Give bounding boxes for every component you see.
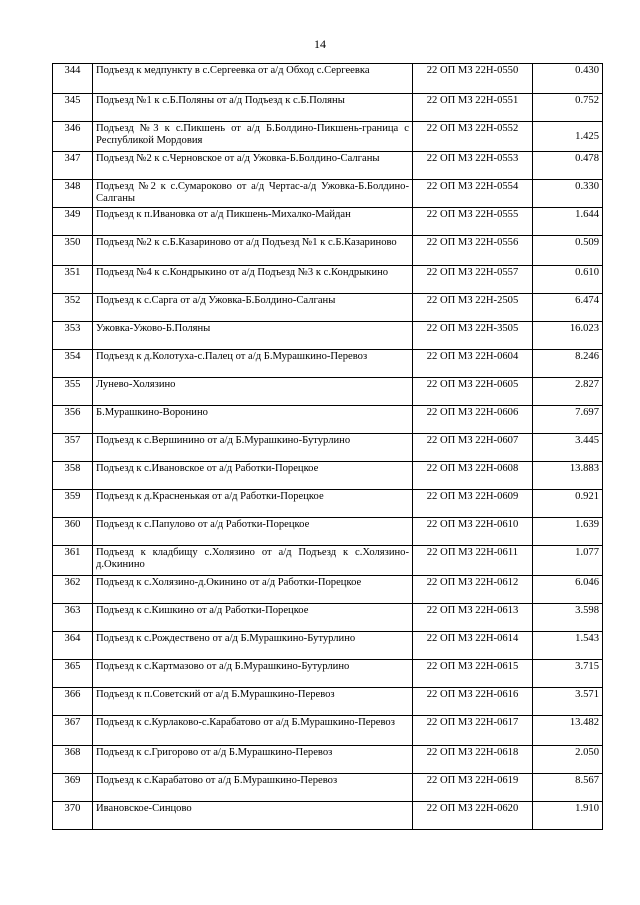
table-row xyxy=(53,434,603,462)
row-number: 347 xyxy=(53,152,93,180)
road-length: 7.697 xyxy=(533,406,603,434)
road-name: Подъезд к с.Сарга от а/д Ужовка-Б.Болдино-Салганы xyxy=(93,294,413,322)
road-name: Подъезд к медпункту в с.Сергеевка от а/д Обход с.Сергеевка xyxy=(93,64,413,94)
row-number: 369 xyxy=(53,774,93,802)
table-row xyxy=(53,294,603,322)
road-length: 0.921 xyxy=(533,490,603,518)
row-number: 354 xyxy=(53,350,93,378)
road-code: 22 ОП МЗ 22Н-0611 xyxy=(413,546,533,576)
road-length: 2.827 xyxy=(533,378,603,406)
road-length: 1.639 xyxy=(533,518,603,546)
road-name: Подъезд №3 к с.Пикшень от а/д Б.Болдино-Пикшень-граница с Республикой Мордовия xyxy=(93,122,413,152)
road-length: 0.610 xyxy=(533,266,603,294)
row-number: 366 xyxy=(53,688,93,716)
road-name: Подъезд к с.Курлаково-с.Карабатово от а/д Б.Мурашкино-Перевоз xyxy=(93,716,413,746)
table-row xyxy=(53,688,603,716)
road-code: 22 ОП МЗ 22Н-0616 xyxy=(413,688,533,716)
road-name: Подъезд к с.Григорово от а/д Б.Мурашкино-Перевоз xyxy=(93,746,413,774)
road-code: 22 ОП МЗ 22Н-0604 xyxy=(413,350,533,378)
row-number: 352 xyxy=(53,294,93,322)
road-name: Подъезд к п.Советский от а/д Б.Мурашкино-Перевоз xyxy=(93,688,413,716)
row-number: 345 xyxy=(53,94,93,122)
table-row xyxy=(53,236,603,266)
road-code: 22 ОП МЗ 22Н-0553 xyxy=(413,152,533,180)
road-code: 22 ОП МЗ 22Н-0606 xyxy=(413,406,533,434)
road-name: Подъезд к с.Карабатово от а/д Б.Мурашкино-Перевоз xyxy=(93,774,413,802)
table-row xyxy=(53,576,603,604)
row-number: 364 xyxy=(53,632,93,660)
road-length: 0.430 xyxy=(533,64,603,94)
roads-table-body xyxy=(53,64,603,830)
table-row xyxy=(53,462,603,490)
row-number: 368 xyxy=(53,746,93,774)
table-row xyxy=(53,604,603,632)
road-length: 3.715 xyxy=(533,660,603,688)
row-number: 370 xyxy=(53,802,93,830)
road-name: Ужовка-Ужово-Б.Поляны xyxy=(93,322,413,350)
road-name: Подъезд к п.Ивановка от а/д Пикшень-Михалко-Майдан xyxy=(93,208,413,236)
road-code: 22 ОП МЗ 22Н-0614 xyxy=(413,632,533,660)
road-name: Подъезд №2 к с.Б.Казариново от а/д Подъезд №1 к с.Б.Казариново xyxy=(93,236,413,266)
road-name: Подъезд №4 к с.Кондрыкино от а/д Подъезд №3 к с.Кондрыкино xyxy=(93,266,413,294)
road-length: 8.246 xyxy=(533,350,603,378)
road-code: 22 ОП МЗ 22Н-0619 xyxy=(413,774,533,802)
row-number: 361 xyxy=(53,546,93,576)
road-name: Подъезд к с.Картмазово от а/д Б.Мурашкино-Бутурлино xyxy=(93,660,413,688)
road-length: 1.644 xyxy=(533,208,603,236)
row-number: 357 xyxy=(53,434,93,462)
road-code: 22 ОП МЗ 22Н-0617 xyxy=(413,716,533,746)
table-row xyxy=(53,152,603,180)
road-length: 8.567 xyxy=(533,774,603,802)
row-number: 355 xyxy=(53,378,93,406)
row-number: 363 xyxy=(53,604,93,632)
road-code: 22 ОП МЗ 22Н-0618 xyxy=(413,746,533,774)
table-row xyxy=(53,266,603,294)
road-name: Б.Мурашкино-Воронино xyxy=(93,406,413,434)
row-number: 344 xyxy=(53,64,93,94)
road-name: Подъезд №1 к с.Б.Поляны от а/д Подъезд к с.Б.Поляны xyxy=(93,94,413,122)
road-length: 0.478 xyxy=(533,152,603,180)
road-length: 1.077 xyxy=(533,546,603,576)
road-length: 0.752 xyxy=(533,94,603,122)
table-row xyxy=(53,322,603,350)
road-code: 22 ОП МЗ 22Н-0620 xyxy=(413,802,533,830)
road-code: 22 ОП МЗ 22Н-0605 xyxy=(413,378,533,406)
row-number: 359 xyxy=(53,490,93,518)
road-code: 22 ОП МЗ 22Н-2505 xyxy=(413,294,533,322)
road-name: Подъезд к с.Папулово от а/д Работки-Порецкое xyxy=(93,518,413,546)
table-row xyxy=(53,122,603,152)
road-code: 22 ОП МЗ 22Н-0551 xyxy=(413,94,533,122)
road-code: 22 ОП МЗ 22Н-3505 xyxy=(413,322,533,350)
table-row xyxy=(53,180,603,208)
road-code: 22 ОП МЗ 22Н-0608 xyxy=(413,462,533,490)
road-code: 22 ОП МЗ 22Н-0610 xyxy=(413,518,533,546)
table-row xyxy=(53,546,603,576)
table-row xyxy=(53,802,603,830)
road-name: Подъезд к д.Колотуха-с.Палец от а/д Б.Мурашкино-Перевоз xyxy=(93,350,413,378)
road-code: 22 ОП МЗ 22Н-0607 xyxy=(413,434,533,462)
road-name: Подъезд к с.Вершинино от а/д Б.Мурашкино-Бутурлино xyxy=(93,434,413,462)
table-row xyxy=(53,632,603,660)
row-number: 356 xyxy=(53,406,93,434)
road-code: 22 ОП МЗ 22Н-0554 xyxy=(413,180,533,208)
table-row xyxy=(53,660,603,688)
road-code: 22 ОП МЗ 22Н-0555 xyxy=(413,208,533,236)
row-number: 351 xyxy=(53,266,93,294)
road-code: 22 ОП МЗ 22Н-0557 xyxy=(413,266,533,294)
road-length: 6.474 xyxy=(533,294,603,322)
road-length: 0.330 xyxy=(533,180,603,208)
road-name: Ивановское-Синцово xyxy=(93,802,413,830)
road-code: 22 ОП МЗ 22Н-0612 xyxy=(413,576,533,604)
road-code: 22 ОП МЗ 22Н-0556 xyxy=(413,236,533,266)
road-length: 1.910 xyxy=(533,802,603,830)
table-row xyxy=(53,64,603,94)
road-length: 3.445 xyxy=(533,434,603,462)
road-name: Подъезд к с.Кишкино от а/д Работки-Порецкое xyxy=(93,604,413,632)
road-name: Лунево-Холязино xyxy=(93,378,413,406)
row-number: 365 xyxy=(53,660,93,688)
row-number: 362 xyxy=(53,576,93,604)
road-length: 13.482 xyxy=(533,716,603,746)
road-length: 1.425 xyxy=(533,122,603,152)
table-row xyxy=(53,716,603,746)
road-length: 3.571 xyxy=(533,688,603,716)
road-name: Подъезд к кладбищу с.Холязино от а/д Подъезд к с.Холязино-д.Окинино xyxy=(93,546,413,576)
row-number: 353 xyxy=(53,322,93,350)
road-length: 3.598 xyxy=(533,604,603,632)
road-code: 22 ОП МЗ 22Н-0550 xyxy=(413,64,533,94)
row-number: 346 xyxy=(53,122,93,152)
table-row xyxy=(53,406,603,434)
road-code: 22 ОП МЗ 22Н-0552 xyxy=(413,122,533,152)
row-number: 358 xyxy=(53,462,93,490)
row-number: 360 xyxy=(53,518,93,546)
road-name: Подъезд к с.Рождествено от а/д Б.Мурашкино-Бутурлино xyxy=(93,632,413,660)
road-name: Подъезд к с.Холязино-д.Окинино от а/д Работки-Порецкое xyxy=(93,576,413,604)
row-number: 350 xyxy=(53,236,93,266)
table-row xyxy=(53,208,603,236)
road-name: Подъезд №2 к с.Сумароково от а/д Чертас-а/д Ужовка-Б.Болдино-Салганы xyxy=(93,180,413,208)
roads-table xyxy=(52,63,603,830)
road-length: 13.883 xyxy=(533,462,603,490)
road-length: 0.509 xyxy=(533,236,603,266)
table-row xyxy=(53,746,603,774)
row-number: 349 xyxy=(53,208,93,236)
road-code: 22 ОП МЗ 22Н-0613 xyxy=(413,604,533,632)
road-length: 1.543 xyxy=(533,632,603,660)
table-row xyxy=(53,94,603,122)
page-number: 14 xyxy=(314,37,326,51)
road-name: Подъезд к с.Ивановское от а/д Работки-Порецкое xyxy=(93,462,413,490)
row-number: 348 xyxy=(53,180,93,208)
road-length: 2.050 xyxy=(533,746,603,774)
row-number: 367 xyxy=(53,716,93,746)
road-code: 22 ОП МЗ 22Н-0615 xyxy=(413,660,533,688)
table-row xyxy=(53,518,603,546)
table-row xyxy=(53,350,603,378)
road-code: 22 ОП МЗ 22Н-0609 xyxy=(413,490,533,518)
road-name: Подъезд №2 к с.Черновское от а/д Ужовка-Б.Болдино-Салганы xyxy=(93,152,413,180)
road-length: 16.023 xyxy=(533,322,603,350)
table-row xyxy=(53,490,603,518)
road-length: 6.046 xyxy=(533,576,603,604)
table-row xyxy=(53,378,603,406)
table-row xyxy=(53,774,603,802)
road-name: Подъезд к д.Красненькая от а/д Работки-Порецкое xyxy=(93,490,413,518)
